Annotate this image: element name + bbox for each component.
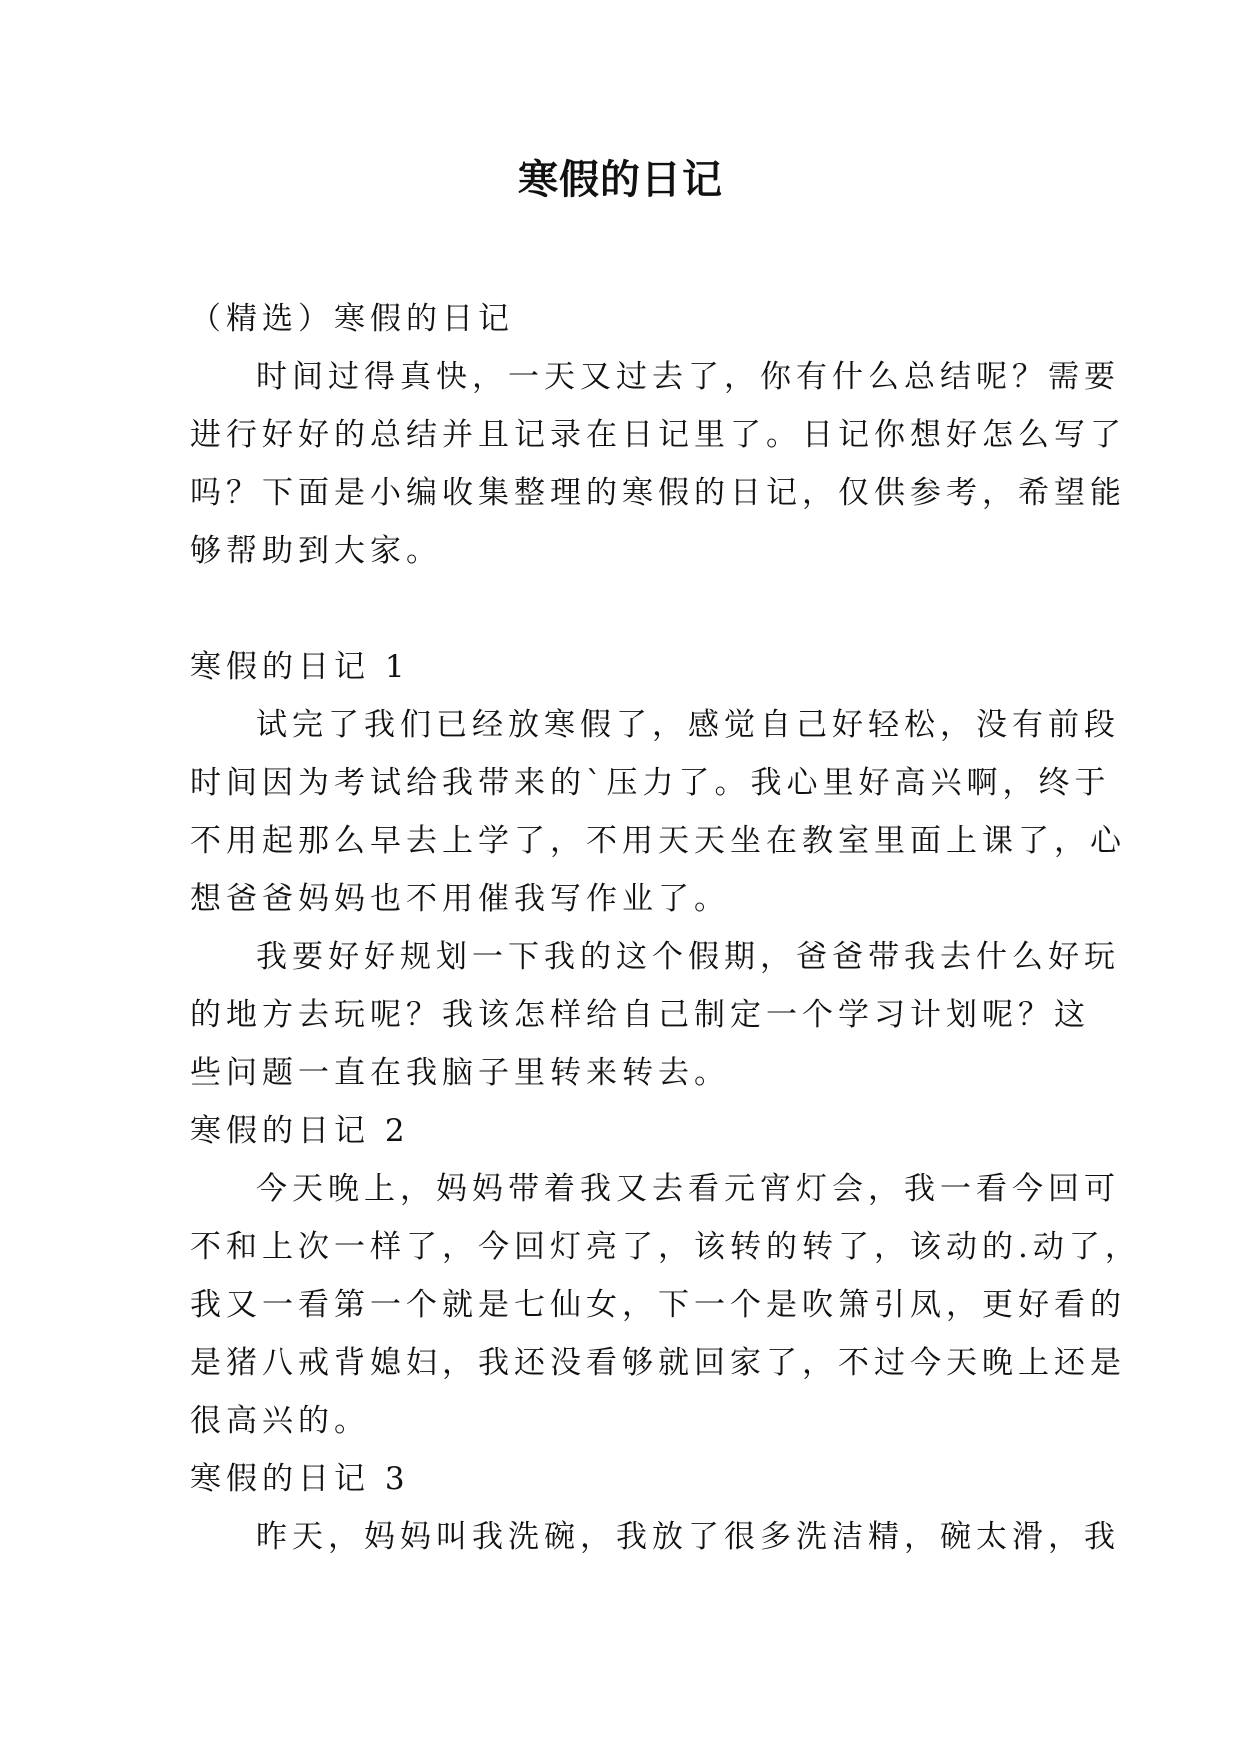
text-line: 的地方去玩呢？我该怎样给自己制定一个学习计划呢？这 xyxy=(190,997,1090,1033)
blank-line xyxy=(190,580,1050,638)
text-line: 不用起那么早去上学了，不用天天坐在教室里面上课了，心 xyxy=(190,823,1126,859)
document-subtitle: （精选）寒假的日记 xyxy=(190,301,514,337)
text-line: 试完了我们已经放寒假了，感觉自己好轻松，没有前段 xyxy=(256,707,1120,743)
text-line: 是猪八戒背媳妇，我还没看够就回家了，不过今天晚上还是 xyxy=(190,1345,1126,1381)
diary-entry xyxy=(190,638,1126,1102)
text-line: 很高兴的。 xyxy=(190,1403,370,1439)
text-line: 些问题一直在我脑子里转来转去。 xyxy=(190,1055,730,1091)
document-body xyxy=(190,290,1141,1566)
text-line: 我又一看第一个就是七仙女，下一个是吹箫引凤，更好看的 xyxy=(190,1287,1126,1323)
entry-heading: 寒假的日记 3 xyxy=(190,1461,410,1497)
text-line: 昨天，妈妈叫我洗碗，我放了很多洗洁精，碗太滑，我 xyxy=(256,1519,1120,1555)
text-line: 不和上次一样了，今回灯亮了，该转的转了，该动的.动了， xyxy=(190,1229,1141,1265)
text-line: 进行好好的总结并且记录在日记里了。日记你想好怎么写了 xyxy=(190,417,1126,453)
text-line: 吗？下面是小编收集整理的寒假的日记，仅供参考，希望能 xyxy=(190,475,1126,511)
text-line: 想爸爸妈妈也不用催我写作业了。 xyxy=(190,881,730,917)
document-title: 寒假的日记 xyxy=(518,157,723,203)
text-line: 时间因为考试给我带来的`压力了。我心里好高兴啊，终于 xyxy=(190,765,1111,801)
entry-heading: 寒假的日记 1 xyxy=(190,649,410,685)
entry-heading: 寒假的日记 2 xyxy=(190,1113,410,1149)
entry-paragraph xyxy=(190,696,1126,928)
entry-paragraph xyxy=(190,1508,1120,1566)
intro-paragraph xyxy=(190,348,1126,580)
text-line: 时间过得真快，一天又过去了，你有什么总结呢？需要 xyxy=(256,359,1120,395)
entry-paragraph xyxy=(190,1160,1141,1450)
text-line: 我要好好规划一下我的这个假期，爸爸带我去什么好玩 xyxy=(256,939,1120,975)
text-line: 够帮助到大家。 xyxy=(190,533,442,569)
diary-entry xyxy=(190,1450,1120,1566)
entry-paragraph xyxy=(190,928,1120,1102)
text-line: 今天晚上，妈妈带着我又去看元宵灯会，我一看今回可 xyxy=(256,1171,1120,1207)
diary-entry xyxy=(190,1102,1141,1450)
